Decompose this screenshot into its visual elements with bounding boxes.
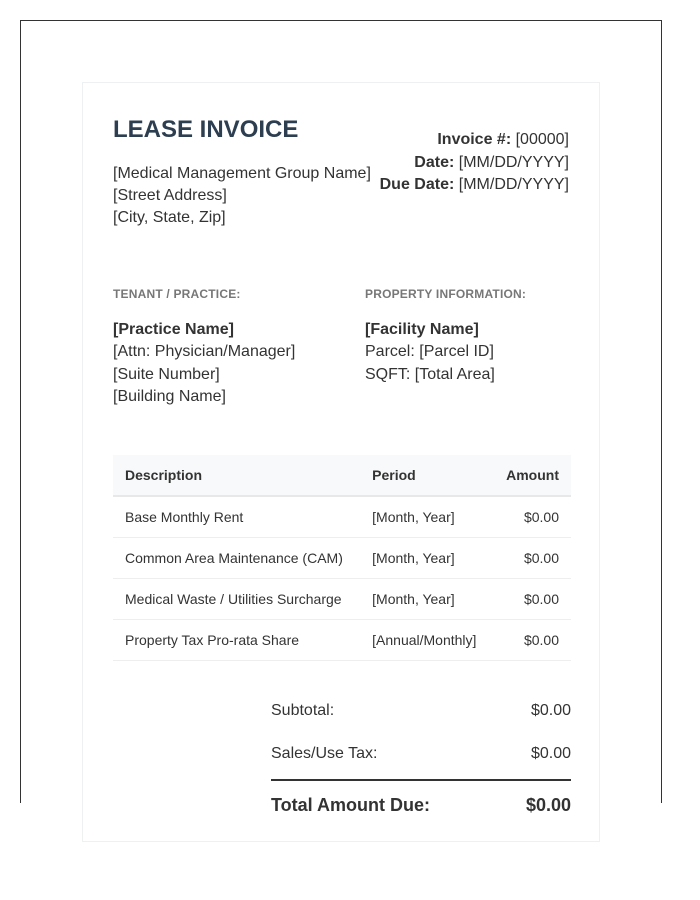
row-description: Medical Waste / Utilities Surcharge: [113, 579, 360, 620]
invoice-title: LEASE INVOICE: [113, 116, 299, 143]
subtotal-label: Subtotal:: [271, 702, 335, 719]
total-due-label: Total Amount Due:: [271, 795, 430, 815]
row-description: Common Area Maintenance (CAM): [113, 538, 360, 579]
table-row: [113, 579, 571, 620]
tax-value: $0.00: [530, 745, 571, 762]
issuer-city: [City, State, Zip]: [113, 209, 226, 226]
tenant-attn: [Attn: Physician/Manager]: [113, 343, 296, 361]
invoice-meta: [380, 129, 569, 197]
issuer-street: [Street Address]: [113, 187, 227, 204]
table-row: [113, 620, 571, 661]
row-amount: $0.00: [494, 496, 571, 538]
property-parcel: Parcel: [Parcel ID]: [365, 343, 494, 361]
property-sqft: SQFT: [Total Area]: [365, 365, 495, 383]
total-due-row: [271, 779, 571, 830]
subtotal-row: [271, 693, 571, 736]
subtotal-value: $0.00: [530, 702, 571, 719]
invoice-date-label: Date:: [414, 153, 455, 171]
table-row: [113, 538, 571, 579]
property-details: [365, 319, 495, 386]
tenant-suite: [Suite Number]: [113, 365, 220, 383]
tenant-details: [113, 319, 295, 408]
invoice-date-value: [MM/DD/YYYY]: [458, 153, 569, 171]
property-section-label: PROPERTY INFORMATION:: [365, 287, 527, 301]
table-header-row: [113, 455, 571, 496]
invoice-number-line: [380, 129, 569, 152]
header-description: Description: [113, 455, 360, 496]
table-row: [113, 496, 571, 538]
row-amount: $0.00: [494, 620, 571, 661]
invoice-date-line: [380, 152, 569, 175]
tax-row: [271, 736, 571, 779]
row-period: [Annual/Monthly]: [360, 620, 494, 661]
row-amount: $0.00: [494, 538, 571, 579]
totals-block: [271, 693, 571, 830]
tax-label: Sales/Use Tax:: [271, 745, 378, 762]
row-period: [Month, Year]: [360, 538, 494, 579]
issuer-address: [113, 163, 371, 229]
invoice-due-line: [380, 174, 569, 197]
header-period: Period: [360, 455, 494, 496]
property-facility-name: [Facility Name]: [365, 321, 479, 338]
line-items-table: [113, 455, 571, 661]
invoice-due-value: [MM/DD/YYYY]: [458, 176, 569, 193]
invoice-page: [82, 82, 600, 842]
row-description: Property Tax Pro-rata Share: [113, 620, 360, 661]
total-due-value: $0.00: [525, 795, 571, 815]
header-amount: Amount: [494, 455, 571, 496]
row-period: [Month, Year]: [360, 579, 494, 620]
issuer-name: [Medical Management Group Name]: [113, 165, 371, 182]
invoice-due-label: Due Date:: [379, 176, 455, 193]
tenant-building: [Building Name]: [113, 387, 226, 405]
document-viewport: [20, 20, 662, 815]
invoice-number-value: [00000]: [515, 131, 569, 148]
tenant-section-label: TENANT / PRACTICE:: [113, 287, 241, 301]
row-description: Base Monthly Rent: [113, 496, 360, 538]
invoice-number-label: Invoice #:: [437, 131, 512, 148]
row-amount: $0.00: [494, 579, 571, 620]
row-period: [Month, Year]: [360, 496, 494, 538]
tenant-practice-name: [Practice Name]: [113, 321, 234, 338]
